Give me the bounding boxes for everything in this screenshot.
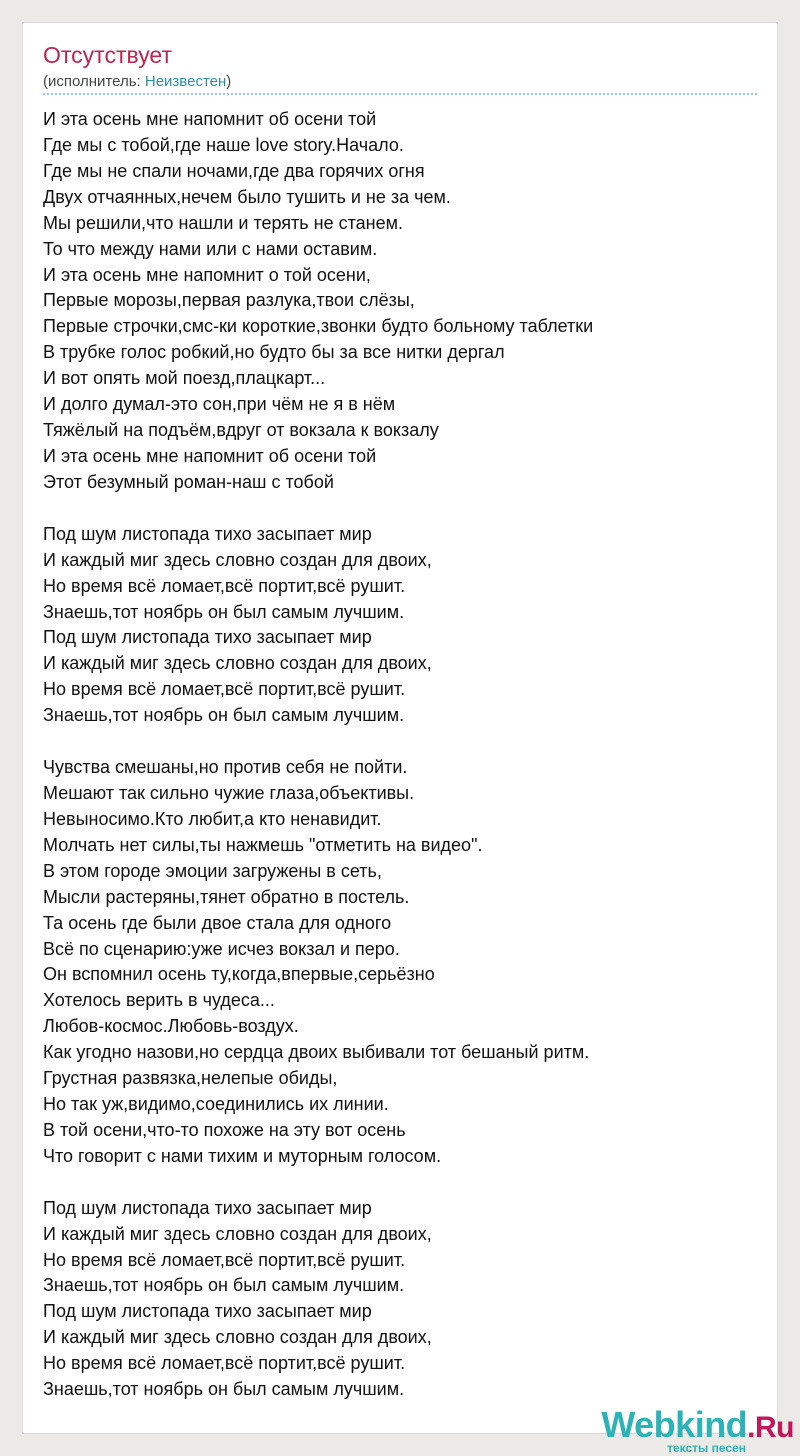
song-title: Отсутствует (43, 42, 172, 68)
watermark-logo (601, 1404, 794, 1445)
lyric-line: То что между нами или с нами оставим. (43, 238, 378, 259)
lyric-line: Под шум листопада тихо засыпает мир (43, 523, 372, 544)
lyric-line: И каждый миг здесь словно создан для двоих, (43, 1223, 432, 1244)
lyric-line: И эта осень мне напомнит об осени той (43, 445, 377, 466)
lyric-line: Под шум листопада тихо засыпает мир (43, 1301, 372, 1322)
lyric-line: И эта осень мне напомнит о той осени, (43, 264, 371, 285)
title-divider (43, 93, 757, 95)
lyric-line: Что говорит с нами тихим и муторным голосом. (43, 1145, 442, 1166)
lyric-line: В трубке голос робкий,но будто бы за все нитки дергал (43, 342, 505, 363)
watermark-brand: Webkind (601, 1404, 748, 1445)
lyric-line: Под шум листопада тихо засыпает мир (43, 1197, 372, 1218)
lyric-line: Этот безумный роман-наш с тобой (43, 471, 334, 492)
lyric-line: Но время всё ломает,всё портит,всё рушит. (43, 575, 406, 596)
stanza-break (43, 496, 759, 522)
lyric-line: Всё по сценарию:уже исчез вокзал и перо. (43, 938, 400, 959)
lyric-line: Первые морозы,первая разлука,твои слёзы, (43, 290, 415, 311)
lyric-line: Знаешь,тот ноябрь он был самым лучшим. (43, 1275, 405, 1296)
lyrics-text (43, 107, 759, 1403)
lyric-line: Но так уж,видимо,соединились их линии. (43, 1094, 389, 1115)
lyric-line: Знаешь,тот ноябрь он был самым лучшим. (43, 705, 405, 726)
stanza-break (43, 1170, 759, 1196)
lyric-line: Но время всё ломает,всё портит,всё рушит. (43, 679, 406, 700)
artist-suffix: ) (226, 73, 232, 90)
artist-line (43, 74, 231, 89)
lyric-line: Где мы с тобой,где наше love story.Начало. (43, 134, 404, 155)
stanza-break (43, 729, 759, 755)
watermark-tagline: тексты песен (667, 1441, 746, 1455)
lyric-line: Но время всё ломает,всё портит,всё рушит. (43, 1249, 406, 1270)
lyric-line: Как угодно назови,но сердца двоих выбивали тот бешаный ритм. (43, 1042, 590, 1063)
lyric-line: И долго думал-это сон,при чём не я в нём (43, 394, 396, 415)
lyric-line: Мы решили,что нашли и терять не станем. (43, 212, 404, 233)
lyric-line: Где мы не спали ночами,где два горячих огня (43, 160, 425, 181)
lyric-line: Знаешь,тот ноябрь он был самым лучшим. (43, 1379, 405, 1400)
lyric-line: Молчать нет силы,ты нажмешь "отметить на видео". (43, 834, 483, 855)
lyric-line: Мысли растеряны,тянет обратно в постель. (43, 886, 410, 907)
lyric-line: Чувства смешаны,но против себя не пойти. (43, 757, 408, 778)
lyric-line: Хотелось верить в чудеса... (43, 990, 275, 1011)
lyric-line: Под шум листопада тихо засыпает мир (43, 627, 372, 648)
lyric-line: Он вспомнил осень ту,когда,впервые,серьёзно (43, 964, 435, 985)
lyrics-card (22, 22, 778, 1434)
lyric-line: В той осени,что-то похоже на эту вот осень (43, 1119, 406, 1140)
lyric-line: Первые строчки,смс-ки короткие,звонки будто больному таблетки (43, 316, 594, 337)
lyric-line: Мешают так сильно чужие глаза,объективы. (43, 782, 415, 803)
lyric-line: Невыносимо.Кто любит,а кто ненавидит. (43, 808, 382, 829)
lyric-line: И эта осень мне напомнит об осени той (43, 109, 377, 129)
artist-link[interactable]: Неизвестен (144, 73, 227, 90)
lyric-line: Двух отчаянных,нечем было тушить и не за чем. (43, 186, 451, 207)
lyric-line: В этом городе эмоции загружены в сеть, (43, 860, 382, 881)
lyric-line: Грустная развязка,нелепые обиды, (43, 1068, 338, 1089)
lyric-line: И каждый миг здесь словно создан для двоих, (43, 549, 432, 570)
lyric-line: Тяжёлый на подъём,вдруг от вокзала к вокзалу (43, 420, 439, 441)
site-watermark (594, 1404, 794, 1455)
lyric-line: Знаешь,тот ноябрь он был самым лучшим. (43, 601, 405, 622)
lyric-line: Но время всё ломает,всё портит,всё рушит. (43, 1353, 406, 1374)
lyric-line: Любов-космос.Любовь-воздух. (43, 1016, 299, 1037)
lyric-line: И каждый миг здесь словно создан для двоих, (43, 1327, 432, 1348)
artist-prefix: (исполнитель: (43, 73, 145, 90)
lyric-line: И каждый миг здесь словно создан для двоих, (43, 653, 432, 674)
lyric-line: Та осень где были двое стала для одного (43, 912, 392, 933)
lyric-line: И вот опять мой поезд,плацкарт... (43, 368, 326, 389)
watermark-tld: .Ru (747, 1411, 794, 1444)
